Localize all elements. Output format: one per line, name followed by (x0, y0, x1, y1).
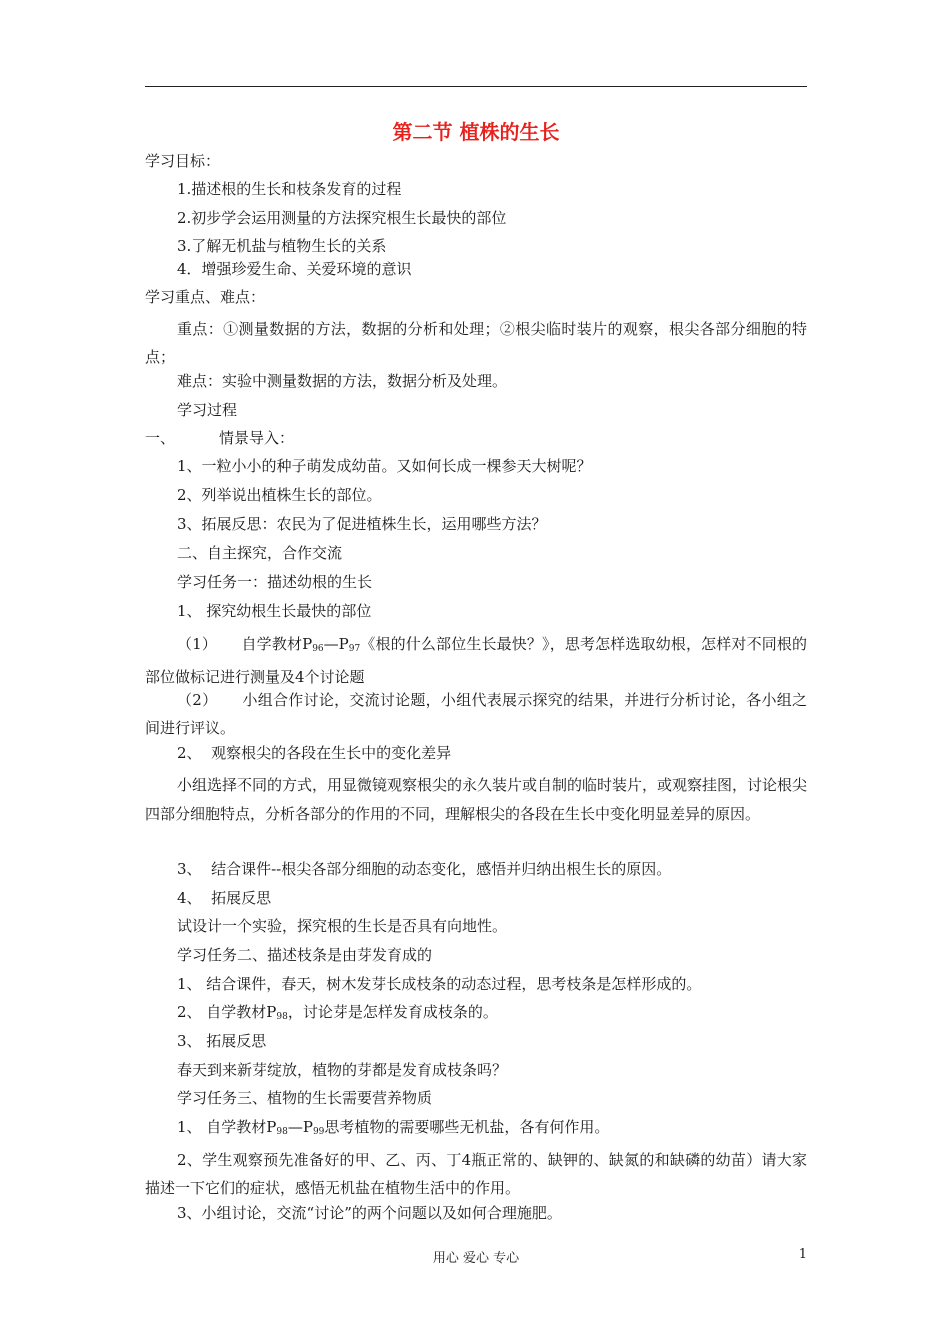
page-subscript: 97 (348, 644, 361, 654)
difficulty-text: 难点：实验中测量数据的方法，数据分析及处理。 (177, 372, 508, 390)
part1-label: 情景导入： (219, 429, 295, 447)
page-subscript: 96 (312, 644, 324, 654)
task3-step3: 3、小组讨论，交流“讨论”的两个问题以及如何合理施肥。 (177, 1204, 562, 1222)
objective-item: 1.描述根的生长和枝条发育的过程 (177, 180, 402, 198)
objective-item: 4．增强珍爱生命、关爱环境的意识 (177, 260, 412, 278)
page-number: 1 (798, 1247, 807, 1262)
task2-step2 (177, 1002, 807, 1027)
task1-step2-text: 小组选择不同的方式，用显微镜观察根尖的永久装片或自制的临时装片，或观察挂图，讨论根尖四部分细胞特点，分析各部分的作用的不同，理解根尖的各段在生长中变化明显差异的原因。 (145, 776, 808, 823)
task2-step2-prefix: 2、 自学教材P (177, 1003, 277, 1021)
intro-item: 1、一粒小小的种子萌发成幼苗。又如何长成一棵参天大树呢？ (177, 457, 592, 475)
task1-sub1-rest: 《根的什么部位生长最快？》，思考怎样选取幼根，怎样对不同根的部位做标记进行测量及4个讨论题 (145, 635, 807, 686)
task1-heading: 学习任务一：描述幼根的生长 (177, 573, 373, 591)
key-point-text: 重点：①测量数据的方法，数据的分析和处理；②根尖临时装片的观察，根尖各部分细胞的特点； (145, 320, 807, 366)
task3-step1-prefix: 1、 自学教材P (177, 1118, 277, 1136)
task3-step1-rest: 思考植物的需要哪些无机盐，各有何作用。 (324, 1118, 610, 1136)
task1-sub2: （2） 小组合作讨论，交流讨论题，小组代表展示探究的结果，并进行分析讨论，各小组之间进行评议。 (145, 691, 807, 737)
objective-item: 2.初步学会运用测量的方法探究根生长最快的部位 (177, 209, 507, 227)
task2-step1: 1、 结合课件，春天，树木发芽长成枝条的动态过程，思考枝条是怎样形成的。 (177, 975, 702, 993)
keypoints-heading: 学习重点、难点： (145, 288, 266, 306)
objectives-heading: 学习目标： (145, 152, 221, 170)
page-subscript: 98 (276, 1012, 288, 1022)
task2-step3: 3、 拓展反思 (177, 1032, 267, 1050)
footer-slogan: 用心 爱心 专心 (432, 1251, 520, 1266)
part1-number: 一、 (145, 429, 176, 447)
task1-sub1-mid: —P (323, 635, 349, 653)
intro-item: 3、拓展反思：农民为了促进植株生长，运用哪些方法？ (177, 515, 547, 533)
task1-step3: 3、 结合课件--根尖各部分细胞的动态变化，感悟并归纳出根生长的原因。 (177, 860, 672, 878)
task1-sub1-prefix: （1） 自学教材P (177, 635, 313, 653)
task2-step2-rest: ，讨论芽是怎样发育成枝条的。 (287, 1003, 498, 1021)
page-subscript: 99 (312, 1127, 325, 1137)
part2-heading: 二、自主探究，合作交流 (177, 544, 343, 562)
task1-sub1 (145, 630, 807, 691)
task1-step4-text: 试设计一个实验，探究根的生长是否具有向地性。 (177, 917, 508, 935)
part1-heading (145, 428, 810, 448)
header-rule (145, 86, 807, 87)
task2-heading: 学习任务二、描述枝条是由芽发育成的 (177, 946, 433, 964)
task1-step2: 2、 观察根尖的各段在生长中的变化差异 (177, 744, 452, 762)
task3-step1 (177, 1117, 807, 1142)
intro-item: 2、列举说出植株生长的部位。 (177, 486, 382, 504)
task3-step2: 2、学生观察预先准备好的甲、乙、丙、丁4瓶正常的、缺钾的、缺氮的和缺磷的幼苗）请大家描述一下它们的症状，感悟无机盐在植物生活中的作用。 (145, 1151, 807, 1197)
task1-step1: 1、 探究幼根生长最快的部位 (177, 602, 372, 620)
task2-step3-text: 春天到来新芽绽放，植物的芽都是发育成枝条吗？ (177, 1061, 508, 1079)
process-heading: 学习过程 (177, 401, 238, 419)
task3-heading: 学习任务三、植物的生长需要营养物质 (177, 1089, 433, 1107)
objective-item: 3.了解无机盐与植物生长的关系 (177, 237, 387, 255)
task3-step1-mid: —P (287, 1118, 313, 1136)
task1-step4: 4、 拓展反思 (177, 889, 272, 907)
page-title: 第二节 植株的生长 (392, 120, 560, 144)
page-subscript: 98 (276, 1127, 288, 1137)
